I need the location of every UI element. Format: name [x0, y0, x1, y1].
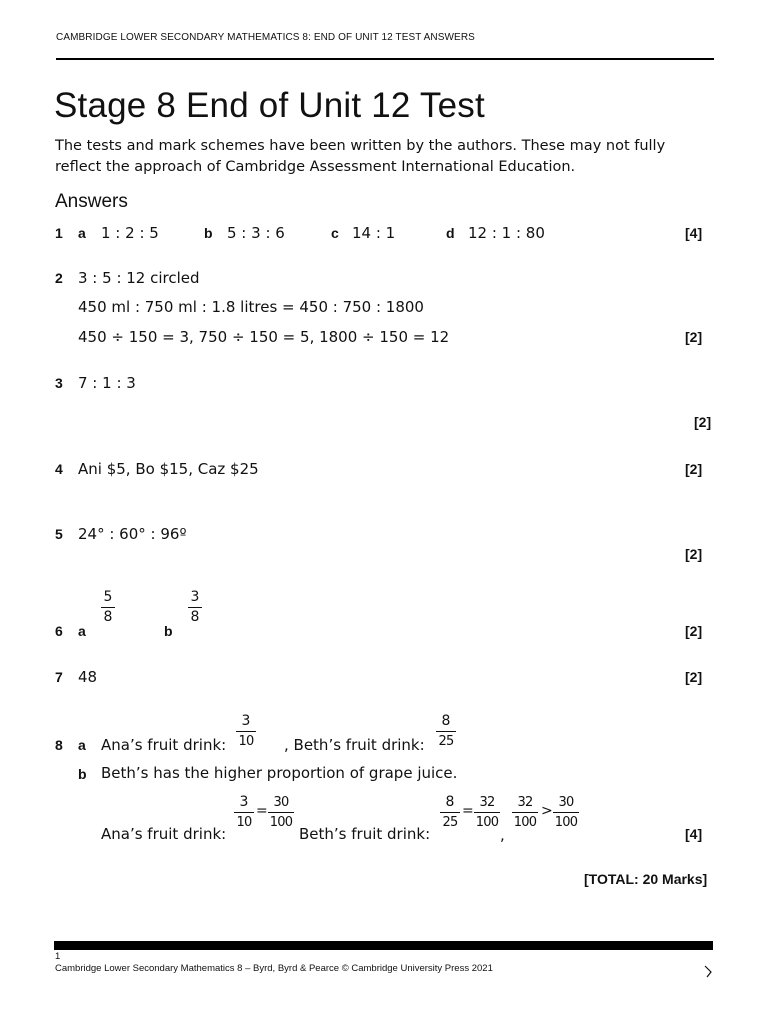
numerator: 30 — [273, 795, 289, 810]
answer-3: 7 : 1 : 3 — [78, 374, 136, 392]
numerator: 30 — [558, 795, 574, 810]
question-number-7: 7 — [55, 669, 63, 685]
answer-8b-ana-label: Ana’s fruit drink: — [101, 825, 227, 843]
page-title: Stage 8 End of Unit 12 Test — [54, 86, 485, 125]
question-number-6: 6 — [55, 623, 63, 639]
fraction-6b — [188, 589, 202, 626]
header-rule — [56, 58, 714, 60]
part-label-8a: a — [78, 737, 86, 753]
numerator: 3 — [241, 713, 251, 729]
denominator: 10 — [236, 815, 252, 830]
greater-than-sign: > — [541, 803, 553, 819]
equals-sign: = — [462, 803, 474, 819]
footer-rule — [54, 941, 713, 950]
numerator: 32 — [517, 795, 533, 810]
answer-1d: 12 : 1 : 80 — [468, 224, 545, 242]
fraction-6a — [101, 589, 115, 626]
denominator: 8 — [103, 609, 113, 625]
part-label-6b: b — [164, 623, 173, 639]
fraction-8b-beth-1 — [440, 794, 460, 831]
footer-copyright: Cambridge Lower Secondary Mathematics 8 – Byrd, Byrd & Pearce © Cambridge University Press 2021 — [55, 963, 493, 974]
fraction-8b-compare-1 — [512, 794, 538, 831]
fraction-8b-beth-2 — [474, 794, 500, 831]
question-number-1: 1 — [55, 225, 63, 241]
denominator: 25 — [438, 734, 454, 749]
answer-8a-ana-label: Ana’s fruit drink: — [101, 736, 227, 754]
answer-2-line2: 450 ml : 750 ml : 1.8 litres = 450 : 750 : 1800 — [78, 298, 424, 316]
answer-1c: 14 : 1 — [352, 224, 396, 242]
part-label-1b: b — [204, 225, 213, 241]
marks-q7: [2] — [685, 669, 703, 685]
answer-1a: 1 : 2 : 5 — [101, 224, 159, 242]
page-number: 1 — [55, 951, 61, 962]
part-label-1d: d — [446, 225, 455, 241]
denominator: 100 — [513, 815, 537, 830]
answer-8b: Beth’s has the higher proportion of grape juice. — [101, 764, 458, 782]
chevron-right-icon — [702, 964, 714, 978]
fraction-bar — [512, 812, 538, 813]
answer-5: 24° : 60° : 96º — [78, 525, 187, 543]
denominator: 100 — [475, 815, 499, 830]
numerator: 32 — [479, 795, 495, 810]
denominator: 100 — [554, 815, 578, 830]
marks-q8: [4] — [685, 826, 703, 842]
answer-2-line3: 450 ÷ 150 = 3, 750 ÷ 150 = 5, 1800 ÷ 150 = 12 — [78, 328, 450, 346]
denominator: 100 — [269, 815, 293, 830]
question-number-2: 2 — [55, 270, 63, 286]
fraction-bar — [436, 731, 456, 732]
total-marks: [TOTAL: 20 Marks] — [584, 871, 708, 887]
question-number-3: 3 — [55, 375, 63, 391]
marks-q1: [4] — [685, 225, 703, 241]
question-number-4: 4 — [55, 461, 63, 477]
marks-q6: [2] — [685, 623, 703, 639]
fraction-bar — [188, 607, 202, 608]
fraction-8a-ana — [236, 713, 256, 750]
question-number-8: 8 — [55, 737, 63, 753]
denominator: 10 — [238, 734, 254, 749]
numerator: 3 — [190, 589, 200, 605]
answer-8a-beth-label: , Beth’s fruit drink: — [284, 736, 425, 754]
fraction-8b-compare-2 — [553, 794, 579, 831]
comma: , — [500, 826, 505, 844]
denominator: 25 — [442, 815, 458, 830]
numerator: 3 — [239, 794, 249, 810]
numerator: 8 — [445, 794, 455, 810]
numerator: 5 — [103, 589, 113, 605]
running-header: CAMBRIDGE LOWER SECONDARY MATHEMATICS 8: END OF UNIT 12 TEST ANSWERS — [56, 32, 475, 43]
fraction-bar — [440, 812, 460, 813]
part-label-1c: c — [331, 225, 339, 241]
answers-heading: Answers — [55, 191, 128, 212]
fraction-bar — [268, 812, 294, 813]
part-label-6a: a — [78, 623, 86, 639]
denominator: 8 — [190, 609, 200, 625]
equals-sign: = — [256, 803, 268, 819]
answer-4: Ani $5, Bo $15, Caz $25 — [78, 460, 259, 478]
fraction-8b-ana-1 — [234, 794, 254, 831]
fraction-bar — [553, 812, 579, 813]
marks-q4: [2] — [685, 461, 703, 477]
fraction-8a-beth — [436, 713, 456, 750]
fraction-bar — [236, 731, 256, 732]
intro-text: The tests and mark schemes have been written by the authors. These may not fully reflect the approach of Cambridge Assessment International Education. — [55, 138, 666, 175]
fraction-8b-ana-2 — [268, 794, 294, 831]
answer-2-line1: 3 : 5 : 12 circled — [78, 269, 200, 287]
fraction-bar — [101, 607, 115, 608]
marks-q5: [2] — [685, 546, 703, 562]
fraction-bar — [474, 812, 500, 813]
question-number-5: 5 — [55, 526, 63, 542]
numerator: 8 — [441, 713, 451, 729]
answer-8b-beth-label: Beth’s fruit drink: — [299, 825, 431, 843]
answer-7: 48 — [78, 668, 98, 686]
part-label-1a: a — [78, 225, 86, 241]
marks-q2: [2] — [685, 329, 703, 345]
fraction-bar — [234, 812, 254, 813]
marks-q3: [2] — [694, 414, 712, 430]
answer-1b: 5 : 3 : 6 — [227, 224, 285, 242]
part-label-8b: b — [78, 766, 87, 782]
